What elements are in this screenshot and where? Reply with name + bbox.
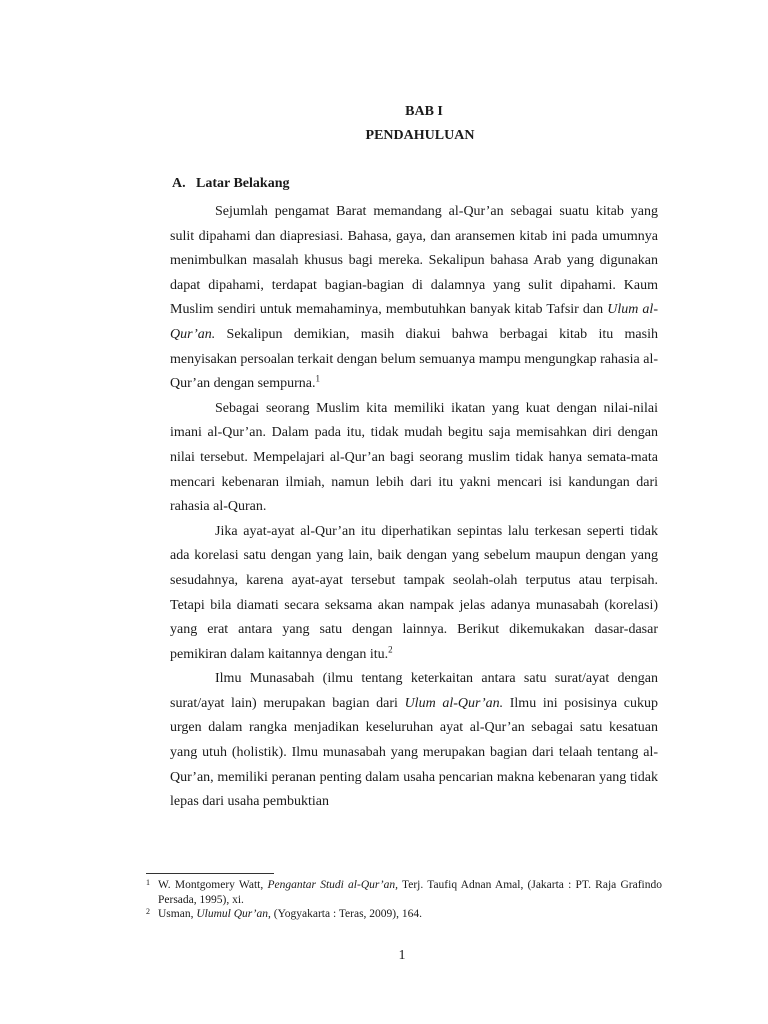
paragraph (170, 520, 658, 668)
italic-text: Ulum al-Qur’an. (170, 302, 658, 342)
paragraph (170, 200, 658, 397)
footnote-separator (146, 873, 274, 874)
text-run: Sekalipun demikian, masih diakui bahwa berbagai kitab itu masih menyisakan persoalan terkait dengan belum semuanya mampu mengungkap rahasia al-Qur’an dengan sempurna. (170, 326, 658, 392)
text-run: Jika ayat-ayat al-Qur’an itu diperhatikan sepintas lalu terkesan seperti tidak ada korelasi satu dengan yang lain, baik dengan yang sebelum maupun dengan yang sesudahnya, karena ayat-ayat tersebut tampak seolah-olah terputus atau terpisah. Tetapi bila diamati secara seksama akan nampak jelas adanya munasabah (korelasi) yang erat antara yang satu dengan lainnya. Berikut dikemukakan dasar-dasar pemikiran dalam kaitannya dengan itu. (170, 523, 658, 662)
section-number: A. (172, 176, 186, 191)
text-run: Sebagai seorang Muslim kita memiliki ikatan yang kuat dengan nilai-nilai imani al-Qur’an. Dalam pada itu, tidak mudah begitu saja memisahkan diri dengan nilai tersebut. Mempelajari al-Qur’an bagi seorang muslim tidak hanya semata-mata mencari kebenaran ilmiah, namun lebih dari itu yakni mencari isi kandungan dari rahasia al-Quran. (170, 400, 658, 515)
page-number: 1 (398, 948, 406, 963)
footnote (146, 907, 662, 922)
chapter-label: BAB I (405, 104, 443, 119)
text-run: Usman, (158, 908, 197, 920)
text-run: Ilmu ini posisinya cukup urgen dalam rangka menjadikan keseluruhan ayat al-Qur’an sebagai satu kesatuan yang utuh (holistik). Ilmu munasabah yang merupakan bagian dari telaah tentang al-Qur’an, memiliki peranan penting dalam usaha pencarian makna kebenaran yang tidak lepas dari usaha pembuktian (170, 695, 658, 810)
text-run: Ilmu Munasabah (ilmu tentang keterkaitan antara satu surat/ayat dengan surat/ayat lain) merupakan bagian dari (170, 671, 658, 711)
footnote-reference[interactable]: 2 (388, 644, 393, 655)
footnote-mark: 1 (146, 878, 150, 887)
paragraph (170, 397, 658, 520)
paragraph (170, 667, 658, 815)
footnotes (146, 878, 662, 922)
section-heading (172, 176, 289, 192)
footnote (146, 878, 662, 907)
chapter-title: PENDAHULUAN (365, 128, 475, 143)
italic-text: Ulum al-Qur’an. (404, 695, 504, 711)
text-run: Terj. Taufiq Adnan Amal, (Jakarta : PT. Raja Grafindo Persada, 1995), xi. (158, 879, 662, 906)
text-run: W. Montgomery Watt, (158, 879, 268, 891)
footnote-mark: 2 (146, 907, 150, 916)
footnote-reference[interactable]: 1 (315, 373, 321, 384)
italic-text: Ulumul Qur’an (196, 908, 269, 920)
text-run: Sejumlah pengamat Barat memandang al-Qur’an sebagai suatu kitab yang sulit dipahami dan diapresiasi. Bahasa, gaya, dan aransemen kitab ini pada umumnya menimbulkan masalah khusus bagi mereka. Sekalipun bahasa Arab yang digunakan dapat dipahami, terdapat bagian-bagian di dalamnya yang sulit dipahami. Kaum Muslim sendiri untuk memahaminya, membutuhkan banyak kitab Tafsir dan (170, 204, 658, 318)
text-run: , (Yogyakarta : Teras, 2009), 164. (268, 908, 423, 920)
body-text (170, 200, 658, 815)
section-title: Latar Belakang (196, 176, 290, 191)
italic-text: Pengantar Studi al-Qur’an, (267, 879, 398, 891)
